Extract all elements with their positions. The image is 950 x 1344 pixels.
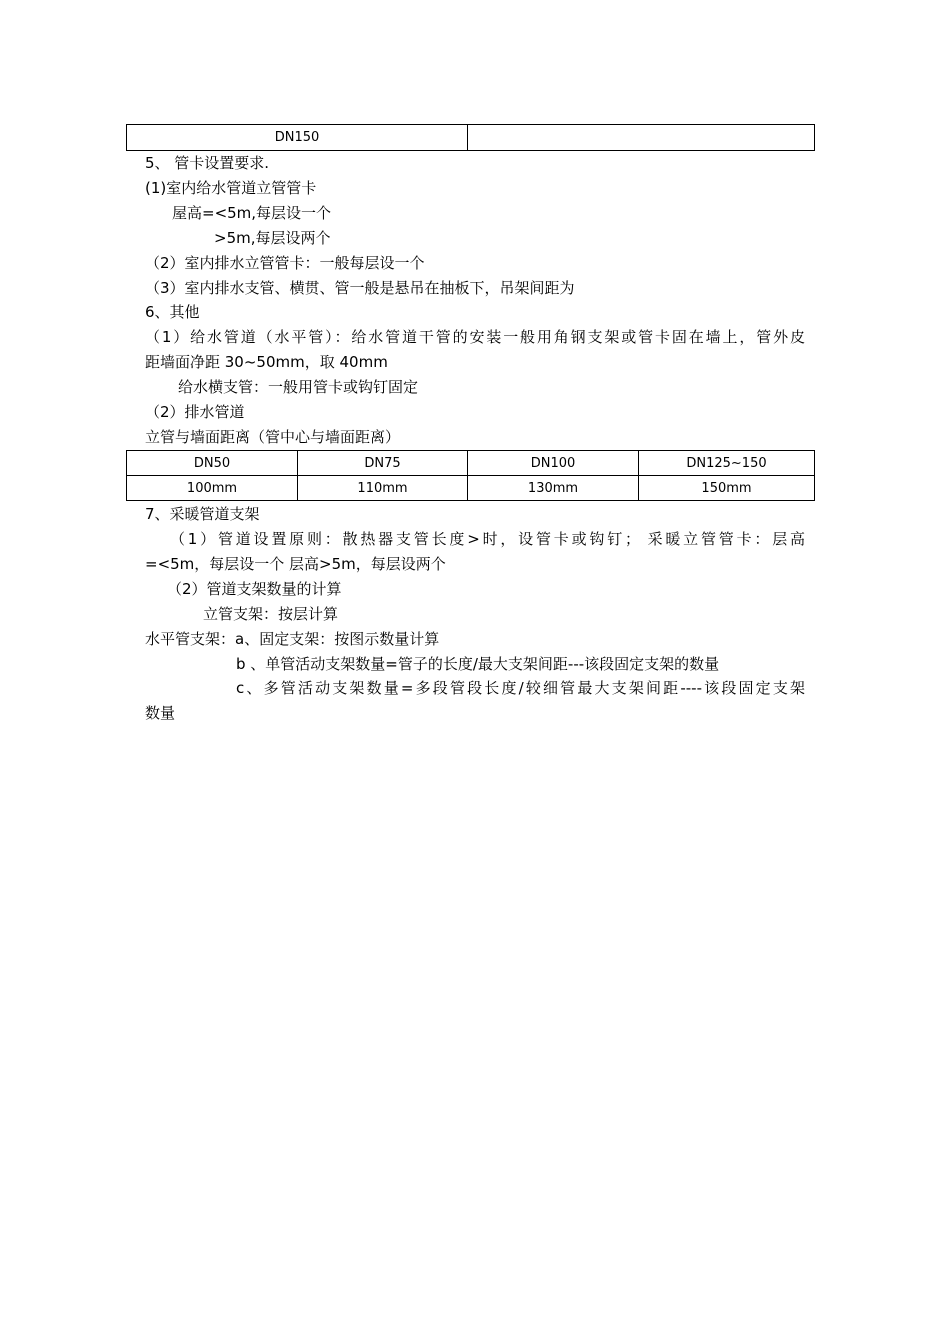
table-header-cell: DN100	[468, 451, 639, 476]
text-line: （1）给水管道（水平管）：给水管道干管的安装一般用角钢支架或管卡固在墙上，管外皮	[145, 328, 805, 346]
table-cell: 150mm	[639, 476, 815, 501]
text-line: 给水横支管：一般用管卡或钩钉固定	[178, 378, 419, 396]
text-line: 屋高=<5m,每层设一个	[172, 204, 332, 222]
text-line: （2）排水管道	[145, 403, 245, 421]
table-row	[127, 476, 815, 501]
text-line: 距墙面净距 30~50mm，取 40mm	[145, 353, 388, 371]
text-line: （2）管道支架数量的计算	[167, 580, 342, 598]
section-heading: 5、 管卡设置要求.	[145, 154, 270, 172]
text-line: >5m,每层设两个	[214, 229, 331, 247]
text-line: (1)室内给水管道立管管卡	[145, 179, 317, 197]
pipe-size-table-top	[126, 124, 815, 151]
table-header-cell: DN50	[127, 451, 298, 476]
section-heading: 7、采暖管道支架	[145, 505, 260, 523]
table-cell: DN150	[127, 125, 468, 151]
table-cell	[468, 125, 815, 151]
table-row	[127, 451, 815, 476]
text-line: 立管支架：按层计算	[203, 605, 339, 623]
pipe-wall-distance-table	[126, 450, 815, 501]
table-header-cell: DN125~150	[639, 451, 815, 476]
text-line: （1）管道设置原则：散热器支管长度>时，设管卡或钩钉； 采暖立管管卡：层高	[170, 530, 805, 548]
table-caption: 立管与墙面距离（管中心与墙面距离）	[145, 428, 401, 446]
text-line: c、多管活动支架数量=多段管段长度/较细管最大支架间距----该段固定支架	[236, 679, 805, 697]
text-line: 水平管支架：a、固定支架：按图示数量计算	[145, 630, 440, 648]
table-row	[127, 125, 815, 151]
table-cell: 100mm	[127, 476, 298, 501]
table-header-cell: DN75	[298, 451, 468, 476]
table-cell: 130mm	[468, 476, 639, 501]
table-cell: 110mm	[298, 476, 468, 501]
text-line: =<5m，每层设一个 层高>5m，每层设两个	[145, 555, 446, 573]
text-line: （2）室内排水立管管卡：一般每层设一个	[145, 254, 425, 272]
text-line: 数量	[145, 704, 176, 722]
section-heading: 6、其他	[145, 303, 200, 321]
text-line: （3）室内排水支管、横贯、管一般是悬吊在抽板下，吊架间距为	[145, 279, 575, 297]
text-line: b 、单管活动支架数量=管子的长度/最大支架间距---该段固定支架的数量	[236, 655, 720, 673]
